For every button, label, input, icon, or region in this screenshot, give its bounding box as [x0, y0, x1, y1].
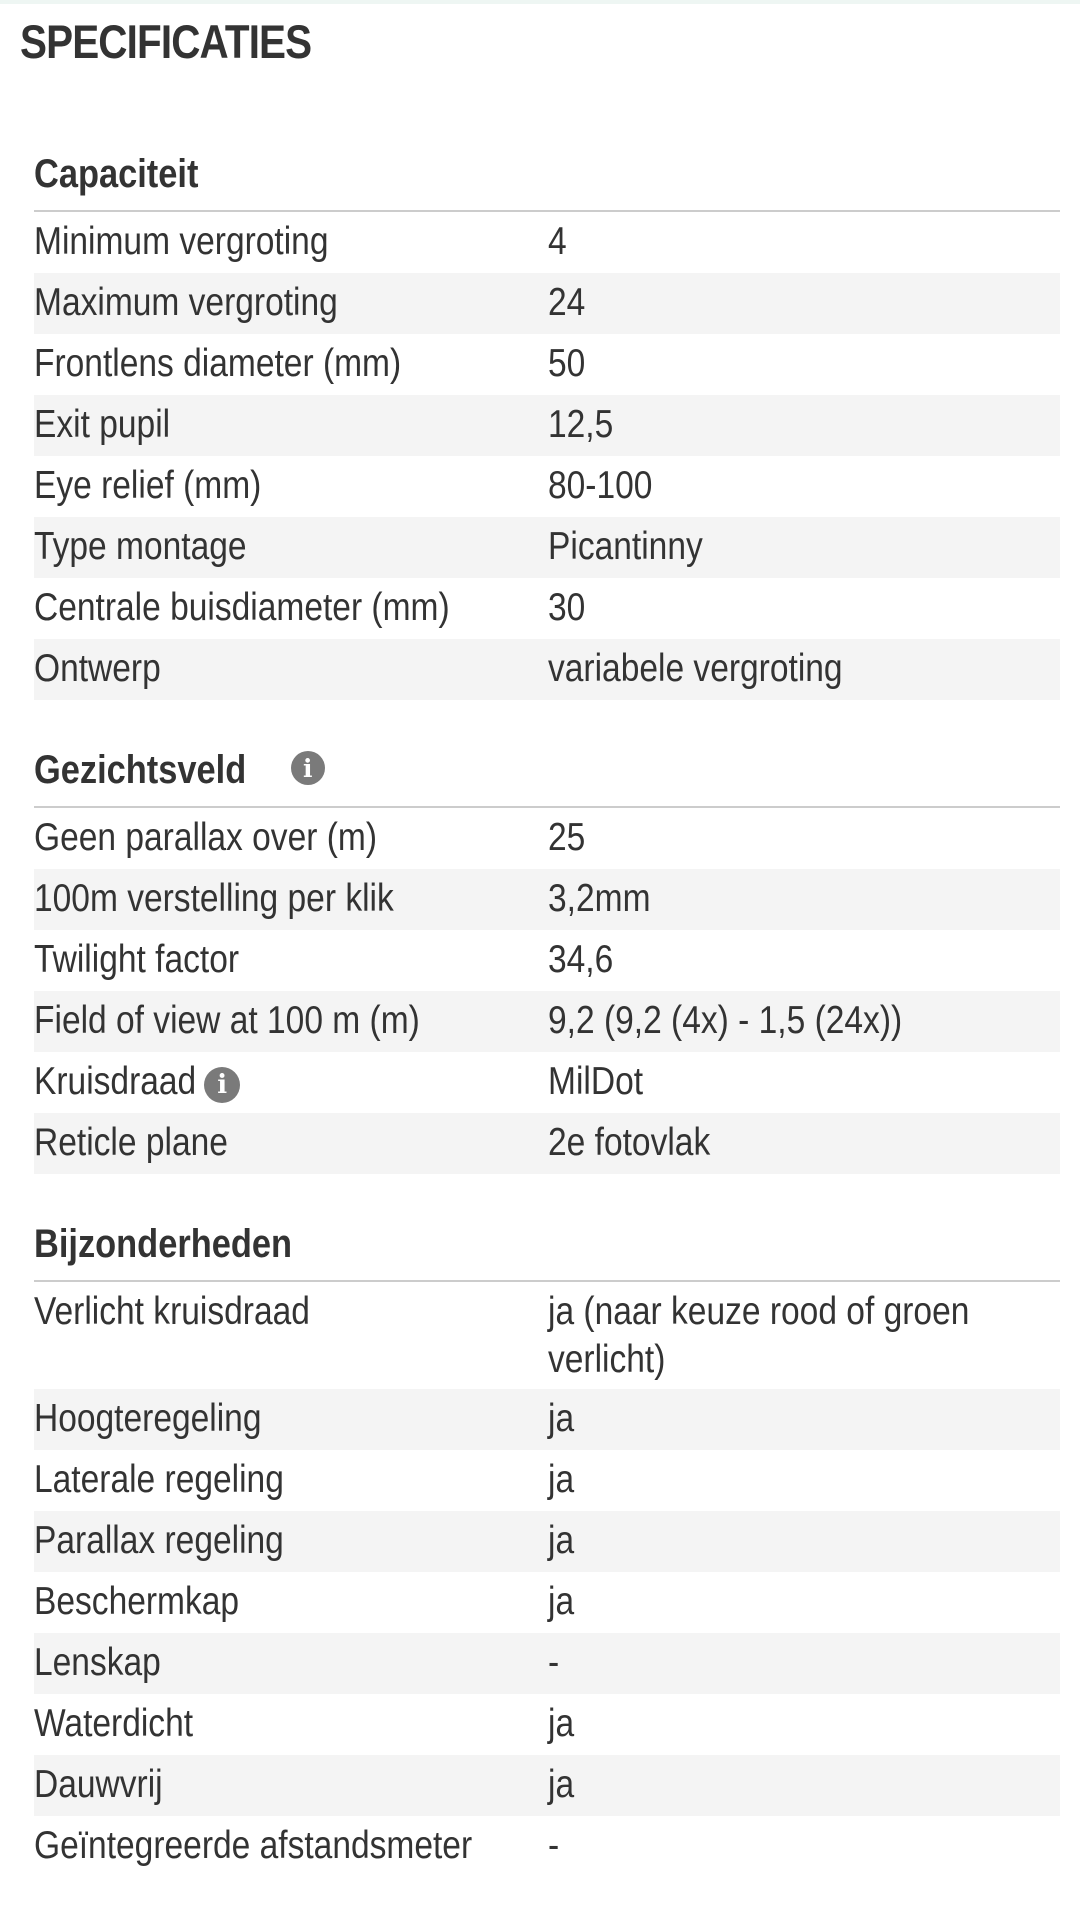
spec-value: Picantinny [548, 525, 703, 568]
spec-row [34, 395, 1060, 456]
spec-row [34, 1694, 1060, 1755]
spec-row [34, 1389, 1060, 1450]
spec-label: Hoogteregeling [34, 1397, 262, 1440]
spec-row [34, 1052, 1060, 1113]
specifications-table [34, 138, 1060, 1877]
spec-label: Maximum vergroting [34, 281, 338, 324]
spec-label: Field of view at 100 m (m) [34, 999, 420, 1042]
spec-row [34, 1282, 1060, 1389]
spec-value: variabele vergroting [548, 647, 843, 690]
spec-label: Parallax regeling [34, 1519, 284, 1562]
spec-value: 50 [548, 342, 586, 385]
spec-value: 34,6 [548, 938, 614, 981]
spec-label: Lenskap [34, 1641, 161, 1684]
spec-value: 25 [548, 816, 586, 859]
spec-label: Centrale buisdiameter (mm) [34, 586, 450, 629]
spec-row [34, 991, 1060, 1052]
spec-row [34, 1633, 1060, 1694]
spec-row [34, 639, 1060, 700]
spec-row [34, 1450, 1060, 1511]
group-rows [34, 212, 1060, 700]
spec-value: 2e fotovlak [548, 1121, 711, 1164]
spec-value: - [548, 1824, 560, 1867]
group-rows [34, 1282, 1060, 1877]
spec-label: Type montage [34, 525, 247, 568]
group-title: Capaciteit [34, 151, 199, 196]
spec-row [34, 869, 1060, 930]
spec-value: 3,2mm [548, 877, 651, 920]
spec-label: Geen parallax over (m) [34, 816, 377, 859]
top-accent-bar [0, 0, 1080, 4]
spec-label: 100m verstelling per klik [34, 877, 394, 920]
info-icon[interactable]: i [204, 1067, 240, 1103]
group-title: Gezichtsveld [34, 747, 247, 792]
spec-row [34, 334, 1060, 395]
spec-label: Reticle plane [34, 1121, 228, 1164]
spec-row [34, 456, 1060, 517]
spec-group-bijzonderheden [34, 1208, 1060, 1877]
spec-label: Eye relief (mm) [34, 464, 262, 507]
spec-value: 9,2 (9,2 (4x) - 1,5 (24x)) [548, 999, 903, 1042]
spec-row [34, 1755, 1060, 1816]
spec-value: ja [548, 1397, 575, 1440]
spec-label: Exit pupil [34, 403, 171, 446]
spec-row [34, 1113, 1060, 1174]
spec-label: Geïntegreerde afstandsmeter [34, 1824, 473, 1867]
spec-label: Dauwvrij [34, 1763, 163, 1806]
spec-row [34, 517, 1060, 578]
spec-value: ja [548, 1519, 575, 1562]
spec-row [34, 808, 1060, 869]
spec-label: Beschermkap [34, 1580, 240, 1623]
spec-label: Twilight factor [34, 938, 240, 981]
spec-value: 24 [548, 281, 586, 324]
spec-label: Waterdicht [34, 1702, 194, 1745]
spec-label: Laterale regeling [34, 1458, 284, 1501]
spec-value: - [548, 1641, 560, 1684]
spec-row [34, 930, 1060, 991]
spec-value: 80-100 [548, 464, 653, 507]
spec-label: Ontwerp [34, 647, 161, 690]
group-title: Bijzonderheden [34, 1221, 293, 1266]
group-header [34, 734, 1060, 808]
spec-row [34, 578, 1060, 639]
spec-row [34, 212, 1060, 273]
spec-value: 12,5 [548, 403, 614, 446]
spec-value: 4 [548, 220, 567, 263]
spec-value: MilDot [548, 1060, 644, 1103]
spec-value: ja [548, 1763, 575, 1806]
spec-row [34, 273, 1060, 334]
spec-row [34, 1816, 1060, 1877]
spec-label: Minimum vergroting [34, 220, 329, 263]
info-icon[interactable]: i [291, 751, 325, 785]
group-header [34, 1208, 1060, 1282]
spec-value: 30 [548, 586, 586, 629]
spec-group-capaciteit [34, 138, 1060, 700]
spec-label: Frontlens diameter (mm) [34, 342, 402, 385]
spec-row [34, 1572, 1060, 1633]
spec-label: Verlicht kruisdraad [34, 1290, 310, 1333]
page-title: SPECIFICATIES [20, 15, 312, 68]
spec-value: ja [548, 1458, 575, 1501]
spec-label: Kruisdraad i [34, 1052, 548, 1111]
spec-value: ja (naar keuze rood of groen verlicht) [548, 1290, 970, 1381]
spec-value: ja [548, 1702, 575, 1745]
spec-value: ja [548, 1580, 575, 1623]
spec-group-gezichtsveld [34, 734, 1060, 1174]
spec-row [34, 1511, 1060, 1572]
group-rows [34, 808, 1060, 1174]
group-header [34, 138, 1060, 212]
